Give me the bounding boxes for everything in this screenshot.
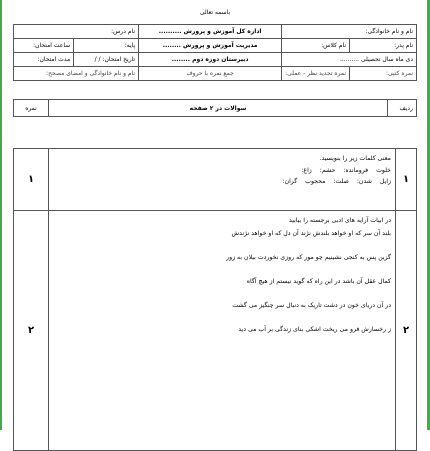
questions-table [13, 148, 417, 451]
question-row [14, 149, 417, 211]
question-score: ۱ [14, 149, 49, 211]
vocab-words-line: خلوت فرومانده: حشم: زاغ: [301, 167, 391, 174]
class-name-label: نام کلاس: [282, 39, 350, 53]
corrector-label: نام و نام خانوادگی و امضای مصحح: [14, 67, 139, 81]
poem-line: در آن دریای خون در دشت تاریک به دنبال سر چنگیز می گشت [232, 302, 391, 309]
question-number: ۲ [396, 211, 417, 451]
course-name-label: نام درس: [14, 25, 139, 39]
exam-header-table [13, 24, 417, 81]
left-border [0, 0, 2, 430]
exam-time-label: ساعت امتحان: [14, 39, 74, 53]
question-prompt: در ابیات آرایه های ادبی برجسته را بیابید [288, 217, 391, 224]
grade-label: پایه: [74, 39, 139, 53]
student-name-label: نام و نام خانوادگی: [282, 25, 417, 39]
poem-line: گزین پس به کنجی نشینیم چو مور که روزی نخوردت بیلان به زور [226, 254, 391, 261]
row-column-header: ردیف [388, 100, 417, 117]
poem-line: کمال عقل آن باشد در این راه که گوید نیستم از هیچ آگاه [246, 278, 391, 285]
total-in-words-label: جمع نمره با حروف [139, 67, 282, 81]
score-column-header: نمره [14, 100, 49, 117]
questions-title: سوالات در ۲ صفحه [49, 100, 388, 117]
exam-date-label: تاریخ امتحان: / / [74, 53, 139, 67]
poem-line: بلند آن سر که او خواهد بلندش نژند آن دل که او خواهد نژندش [231, 230, 391, 237]
question-number: ۱ [396, 149, 417, 211]
question-body [49, 211, 396, 451]
department-name: مدیریت آموزش و پرورش ........ [139, 39, 282, 53]
question-body [49, 149, 396, 211]
review-score-label: نمره تجدید نظر - عملی: [282, 67, 350, 81]
exam-duration-label: مدت امتحان: [14, 53, 74, 67]
questions-header-table [13, 99, 417, 117]
term-label: دی ماه سال تحصیلی .......... [282, 53, 417, 67]
bismillah: باسمه تعالی [199, 9, 231, 16]
poem-line: ز رخسارش فرو می ریخت اشکی بنای زندگی بر آب می دید [238, 326, 391, 333]
written-score-label: نمره کتبی: [350, 67, 417, 81]
exam-page [13, 0, 417, 430]
org-name: اداره کل آموزش و پرورش .......... [139, 25, 282, 39]
school-name: دبیرستان دوره دوم ........ [139, 53, 282, 67]
question-score: ۲ [14, 211, 49, 451]
father-name-label: نام پدر: [350, 39, 417, 53]
question-row [14, 211, 417, 451]
vocab-words-line: زایل شدن: صلت: محجوب گران: [282, 178, 391, 185]
question-prompt: معنی کلمات زیر را بنویسید. [319, 155, 391, 162]
